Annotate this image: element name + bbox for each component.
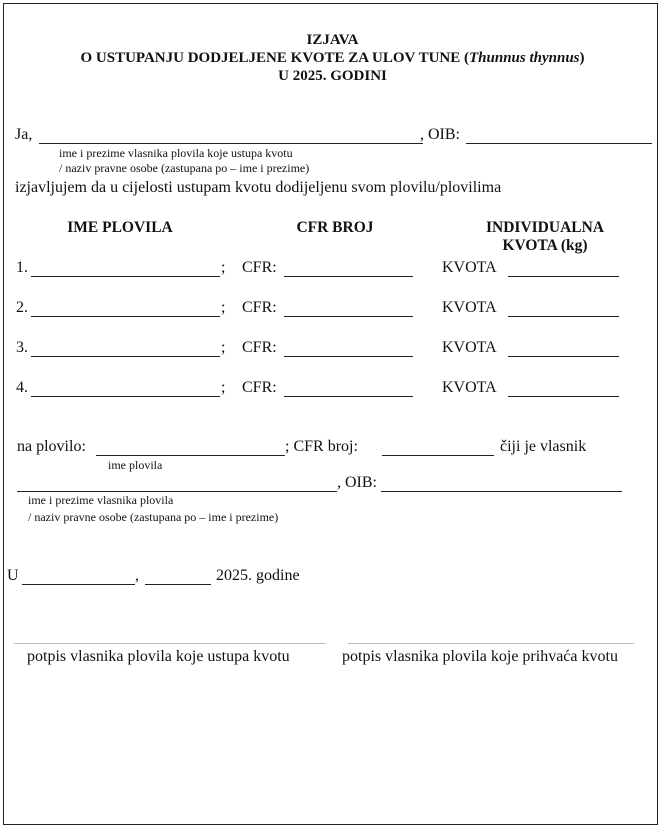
row-number: 4. bbox=[16, 379, 28, 396]
row-separator: ; bbox=[221, 339, 226, 356]
cfr-label: CFR: bbox=[242, 259, 277, 276]
cfr-label: CFR: bbox=[242, 339, 277, 356]
col-header-quota: INDIVIDUALNA KVOTA (kg) bbox=[486, 219, 604, 254]
recipient-cfr-field[interactable] bbox=[382, 455, 494, 456]
declarant-caption-1: ime i prezime vlasnika plovila koje ustupa kvotu bbox=[59, 146, 293, 160]
recipient-cfr-label: ; CFR broj: bbox=[285, 438, 358, 455]
place-field[interactable] bbox=[22, 584, 135, 585]
declarant-oib-field[interactable] bbox=[466, 143, 652, 144]
row-number: 3. bbox=[16, 339, 28, 356]
col-header-cfr: CFR BROJ bbox=[296, 219, 374, 236]
col-header-vessel-name: IME PLOVILA bbox=[67, 219, 173, 236]
cfr-field[interactable] bbox=[284, 276, 413, 277]
recipient-vessel-field[interactable] bbox=[96, 455, 285, 456]
recipient-owner-field[interactable] bbox=[17, 491, 337, 492]
title-subject: O USTUPANJU DODJELJENE KVOTE ZA ULOV TUNE (Thunnus thynnus) bbox=[80, 50, 585, 66]
left-signature-field[interactable] bbox=[14, 643, 326, 644]
recipient-oib-label: , OIB: bbox=[337, 474, 377, 491]
vessel-caption: ime plovila bbox=[108, 458, 163, 472]
declaration-statement: izjavljujem da u cijelosti ustupam kvotu dodijeljenu svom plovilu/plovilima bbox=[15, 179, 502, 196]
quota-field[interactable] bbox=[508, 276, 619, 277]
vessel-name-field[interactable] bbox=[31, 356, 220, 357]
cfr-field[interactable] bbox=[284, 356, 413, 357]
right-signature-caption: potpis vlasnika plovila koje prihvaća kvotu bbox=[342, 648, 618, 665]
row-number: 2. bbox=[16, 299, 28, 316]
quota-label: KVOTA bbox=[442, 379, 497, 396]
recipient-caption-1: ime i prezime vlasnika plovila bbox=[28, 493, 174, 507]
quota-field[interactable] bbox=[508, 396, 619, 397]
left-signature-caption: potpis vlasnika plovila koje ustupa kvotu bbox=[27, 648, 290, 665]
row-separator: ; bbox=[221, 299, 226, 316]
title-year: U 2025. GODINI bbox=[278, 68, 387, 84]
right-signature-field[interactable] bbox=[348, 643, 634, 644]
quota-label: KVOTA bbox=[442, 299, 497, 316]
date-field[interactable] bbox=[145, 584, 211, 585]
vessel-name-field[interactable] bbox=[31, 396, 220, 397]
cfr-label: CFR: bbox=[242, 299, 277, 316]
declarant-name-field[interactable] bbox=[39, 143, 423, 144]
place-comma: , bbox=[135, 567, 139, 584]
title-izjava: IZJAVA bbox=[306, 32, 359, 48]
cfr-label: CFR: bbox=[242, 379, 277, 396]
form-border bbox=[3, 3, 658, 825]
vessel-name-field[interactable] bbox=[31, 276, 220, 277]
ja-label: Ja, bbox=[15, 126, 33, 143]
quota-label: KVOTA bbox=[442, 259, 497, 276]
quota-field[interactable] bbox=[508, 356, 619, 357]
cfr-field[interactable] bbox=[284, 396, 413, 397]
cfr-field[interactable] bbox=[284, 316, 413, 317]
quota-field[interactable] bbox=[508, 316, 619, 317]
row-separator: ; bbox=[221, 259, 226, 276]
na-plovilo-label: na plovilo: bbox=[17, 438, 86, 455]
quota-label: KVOTA bbox=[442, 339, 497, 356]
ciji-je-vlasnik-label: čiji je vlasnik bbox=[500, 438, 587, 455]
oib-label: , OIB: bbox=[420, 126, 460, 143]
vessel-name-field[interactable] bbox=[31, 316, 220, 317]
row-separator: ; bbox=[221, 379, 226, 396]
row-number: 1. bbox=[16, 259, 28, 276]
recipient-oib-field[interactable] bbox=[381, 491, 622, 492]
year-text: 2025. godine bbox=[216, 567, 300, 584]
place-u-label: U bbox=[7, 567, 19, 584]
declarant-caption-2: / naziv pravne osobe (zastupana po – ime i prezime) bbox=[59, 161, 310, 175]
recipient-caption-2: / naziv pravne osobe (zastupana po – ime i prezime) bbox=[28, 510, 279, 524]
